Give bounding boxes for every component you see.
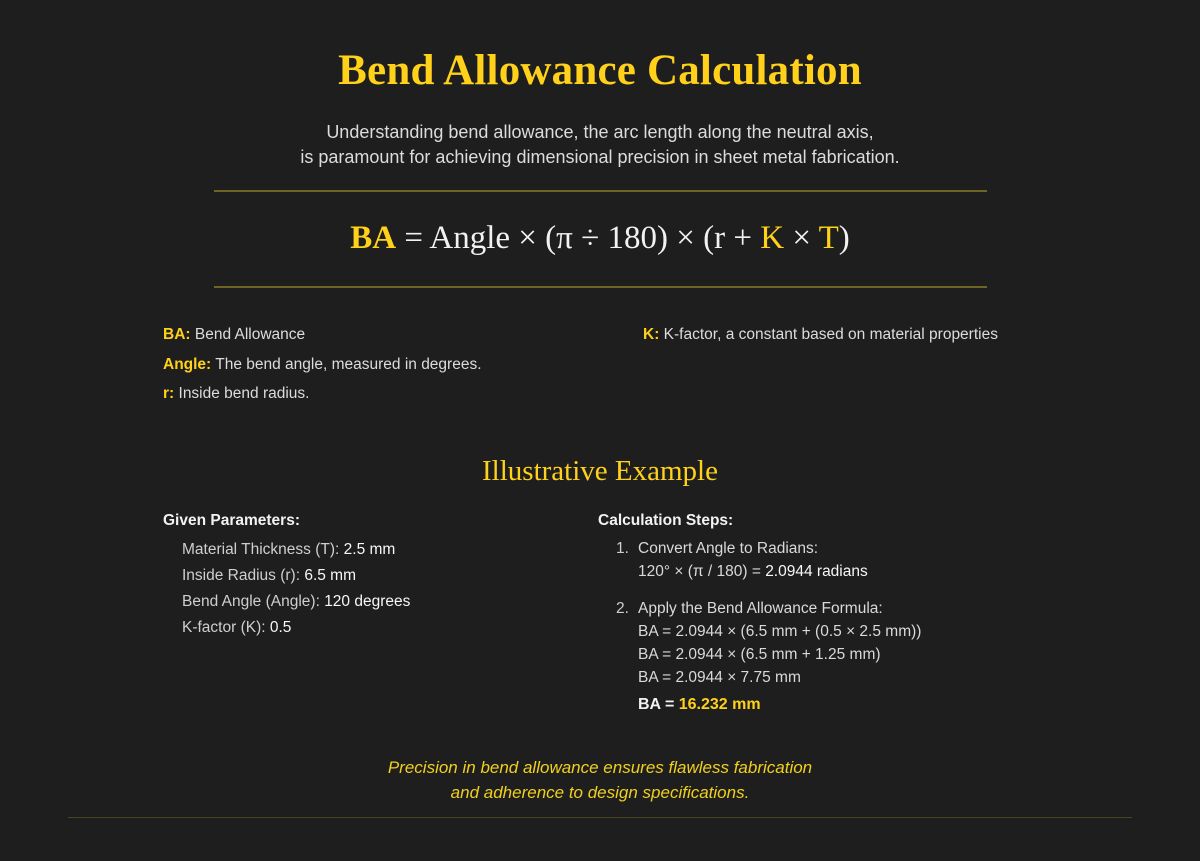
formula-operator-divide: ÷ [572,220,608,257]
step-1-result: 2.0944 radians [765,563,868,580]
param-inside-radius [182,563,598,589]
example-columns [163,512,1063,732]
formula-paren-open-2: ( [703,220,715,257]
legend-desc-r: Inside bend radius. [174,385,310,402]
footer-line-2: and adherence to design specifications. [450,783,750,802]
step-1-line-1 [638,560,1063,583]
final-result-value: 16.232 mm [678,696,761,713]
step-1-expression: 120° × (π / 180) = [638,563,766,580]
formula-paren-open-1: ( [545,220,557,257]
formula-paren-close-2: ) [838,220,850,257]
legend-column-left [163,320,643,409]
calculation-steps-column [598,512,1063,732]
calculation-step-2 [616,597,1063,718]
given-parameters-heading: Given Parameters: [163,512,300,529]
formula-term-t: T [818,220,839,257]
footer-tagline [0,755,1200,805]
param-material-thickness [182,537,598,563]
legend-item-ba [163,320,643,350]
step-2-final-result [638,692,1063,718]
example-section-title: Illustrative Example [482,455,718,487]
calculation-step-1 [616,537,1063,583]
formula-operator-times-3: × [784,220,819,257]
param-value-inside-radius: 6.5 mm [304,567,357,584]
param-value-material-thickness: 2.5 mm [343,541,396,558]
bend-allowance-formula [0,218,1200,259]
legend-desc-k: K-factor, a constant based on material properties [659,326,998,343]
formula-term-pi: π [556,220,573,257]
legend-symbol-angle: Angle: [163,355,212,373]
divider-bottom [68,817,1132,818]
legend-item-k [643,320,1063,350]
legend-desc-ba: Bend Allowance [190,326,306,343]
legend-symbol-r: r: [163,385,175,402]
formula-term-ba: BA [350,220,397,257]
formula-equals: = [396,220,430,257]
formula-operator-times-2: × [667,220,704,257]
legend-item-angle [163,350,643,380]
legend-symbol-k: K: [643,326,660,343]
step-2-line-1: BA = 2.0944 × (6.5 mm + (0.5 × 2.5 mm)) [638,623,922,640]
divider-above-formula [214,190,987,192]
param-value-k-factor: 0.5 [269,619,292,636]
param-value-bend-angle: 120 degrees [324,593,411,610]
calculation-steps-list [598,537,1063,718]
step-1-title: Convert Angle to Radians: [638,540,819,557]
param-label-material-thickness: Material Thickness (T): [182,541,344,558]
page-title: Bend Allowance Calculation [338,47,862,94]
given-parameters-list [163,537,598,641]
step-2-title: Apply the Bend Allowance Formula: [638,600,883,617]
given-parameters-column [163,512,598,732]
step-2-line-3: BA = 2.0944 × 7.75 mm [638,669,801,686]
formula-paren-close-1: ) [656,220,668,257]
step-2-line-2: BA = 2.0944 × (6.5 mm + 1.25 mm) [638,646,881,663]
formula-term-180: 180 [607,220,657,257]
final-result-label: BA = [638,696,679,713]
footer-line-1: Precision in bend allowance ensures flawless fabrication [387,758,813,777]
param-k-factor [182,615,598,641]
param-label-inside-radius: Inside Radius (r): [182,567,305,584]
legend-item-r [163,379,643,409]
param-label-bend-angle: Bend Angle (Angle): [182,593,325,610]
formula-term-angle: Angle [429,220,511,257]
subtitle-line-1: Understanding bend allowance, the arc length along the neutral axis, [326,122,874,143]
legend-desc-angle: The bend angle, measured in degrees. [211,355,482,373]
formula-operator-times-1: × [510,220,546,257]
formula-term-r: r [714,220,726,257]
param-label-k-factor: K-factor (K): [182,619,270,636]
page-subtitle [0,120,1200,170]
divider-below-formula [214,286,987,288]
legend-symbol-ba: BA: [163,326,191,343]
formula-operator-plus: + [725,220,761,257]
param-bend-angle [182,589,598,615]
variable-legend [163,320,1063,409]
calculation-steps-heading: Calculation Steps: [598,512,734,529]
legend-column-right [643,320,1063,409]
subtitle-line-2: is paramount for achieving dimensional precision in sheet metal fabrication. [300,147,900,168]
formula-term-k: K [760,220,785,257]
